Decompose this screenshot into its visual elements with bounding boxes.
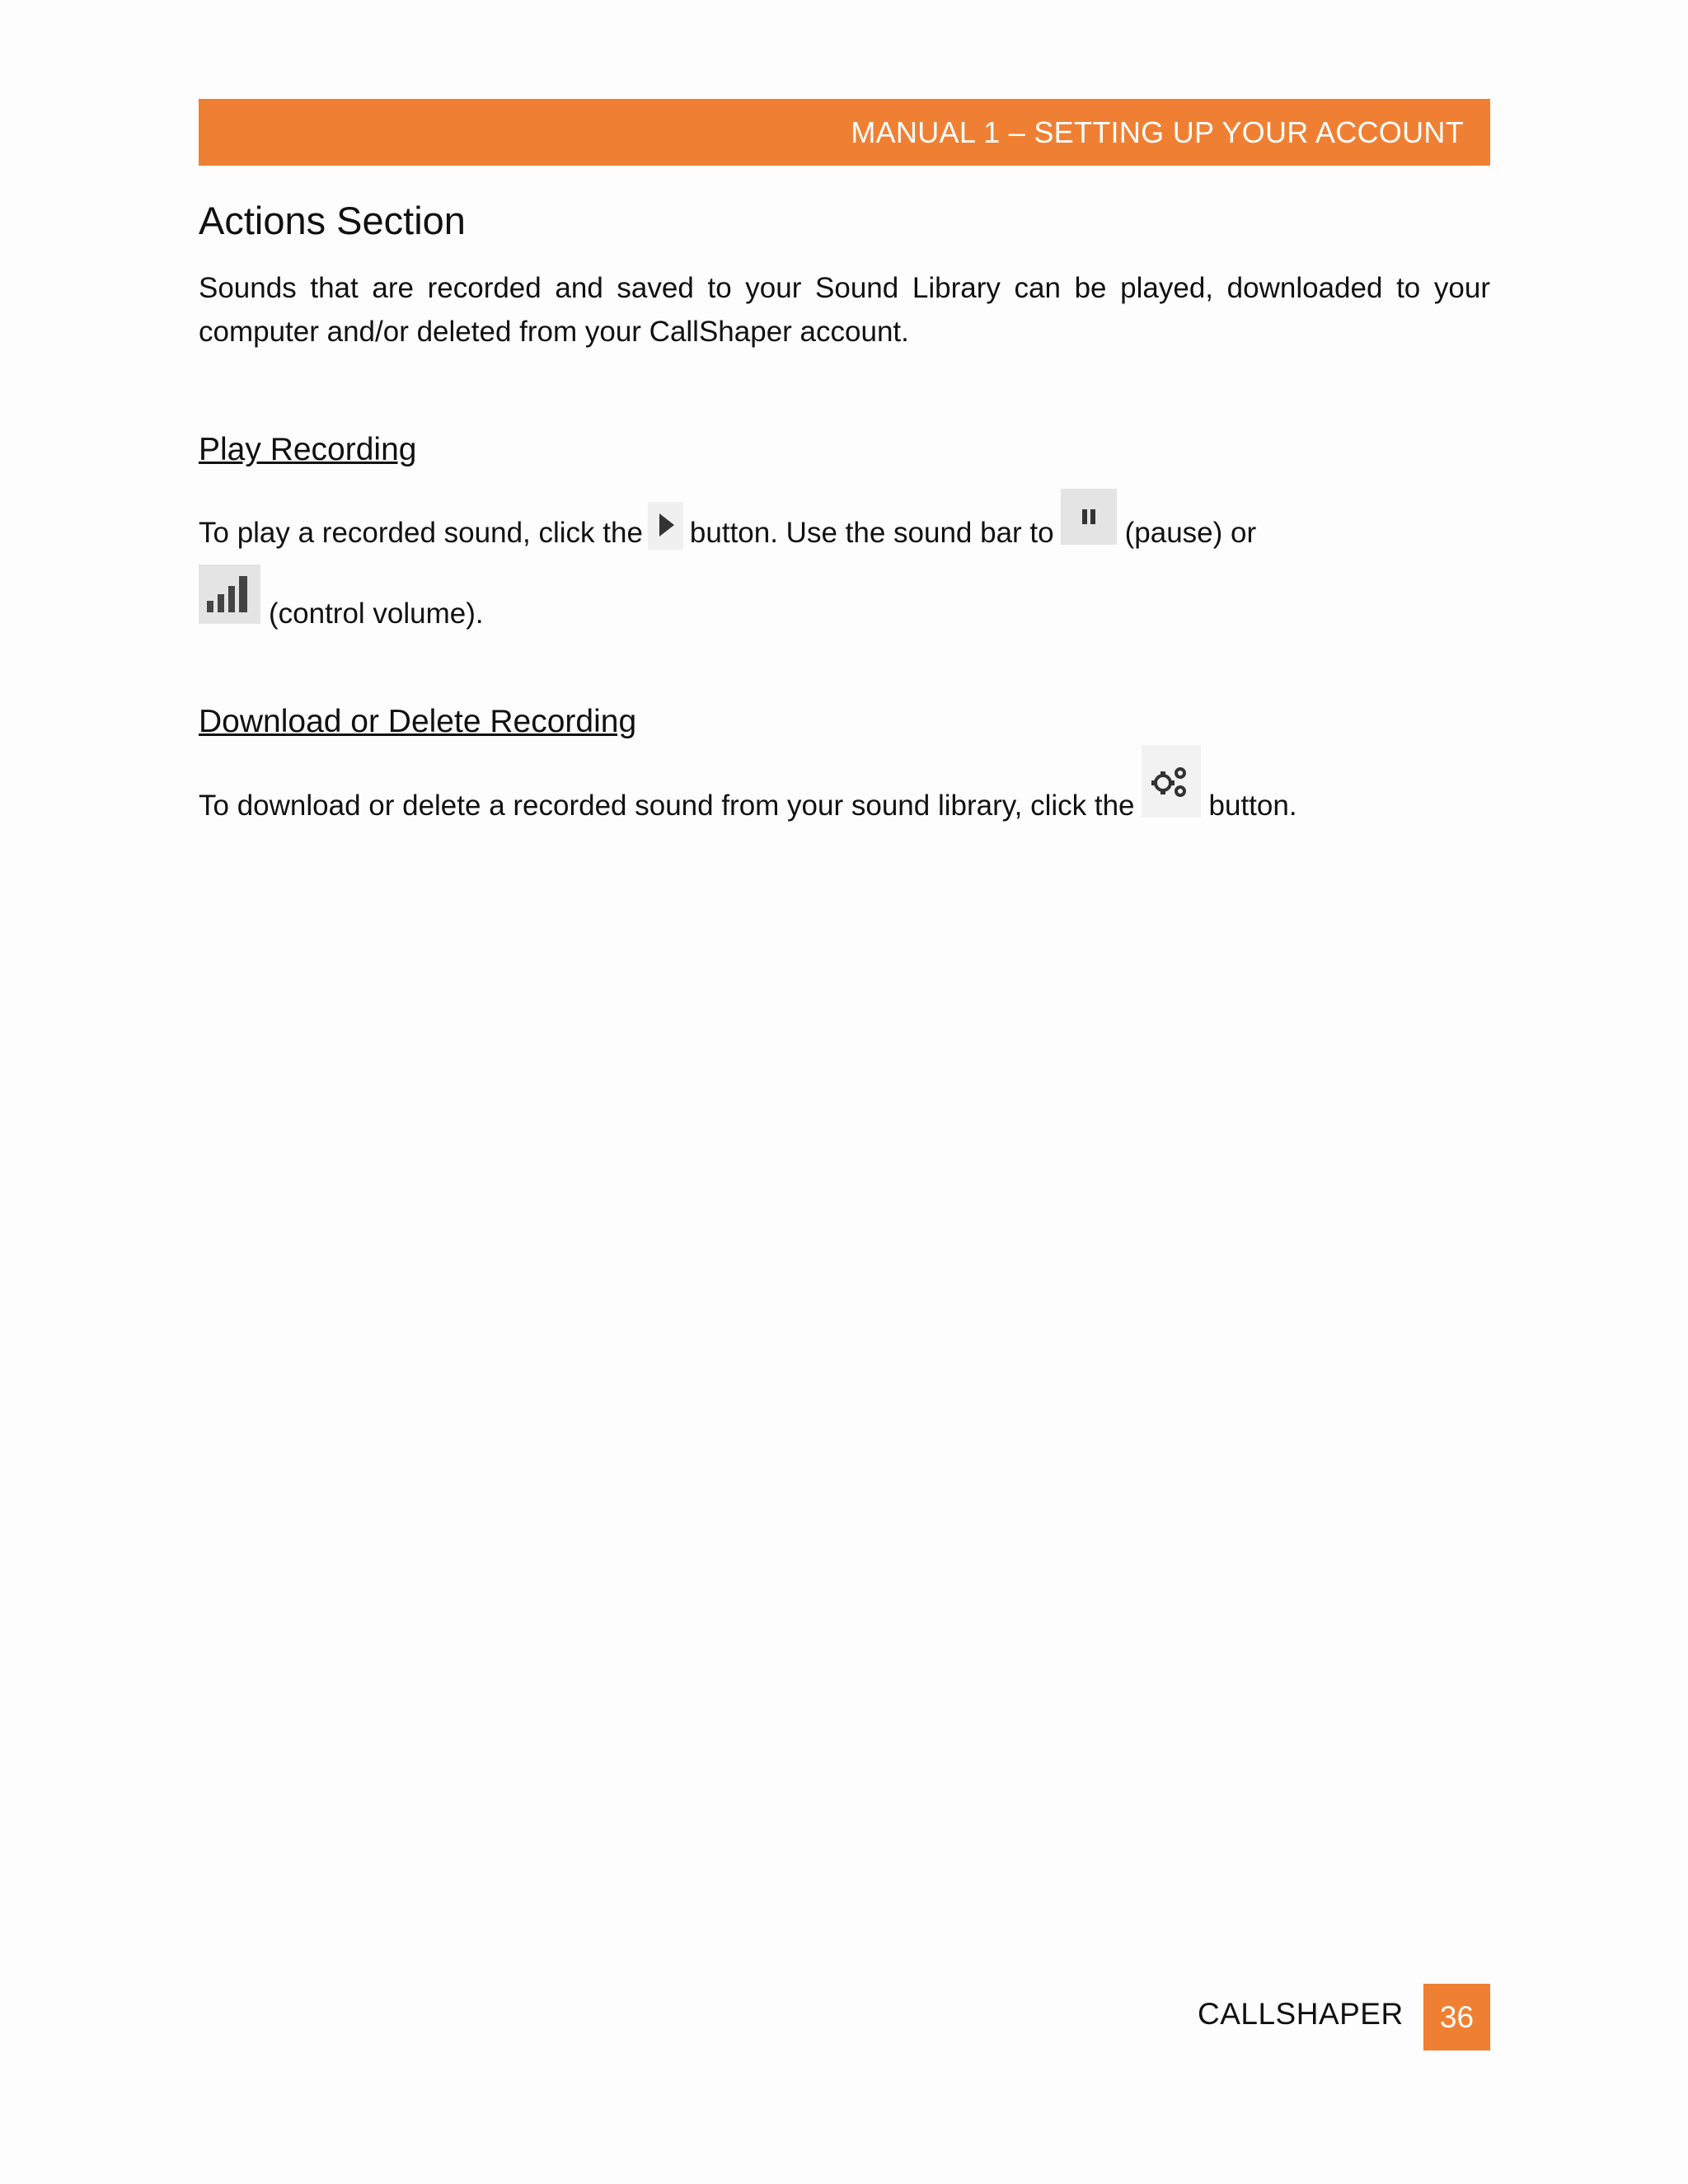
footer-brand: CALLSHAPER xyxy=(1198,1997,1404,2031)
volume-text-after: (control volume). xyxy=(269,598,484,630)
play-instructions-line1 xyxy=(199,517,1256,573)
pause-text-after: (pause) or xyxy=(1124,517,1257,549)
play-text-after: button. Use the sound bar to xyxy=(689,517,1054,549)
volume-icon xyxy=(199,565,260,624)
gear-icon xyxy=(1142,745,1201,818)
play-instructions-line2 xyxy=(199,598,484,657)
intro-paragraph: Sounds that are recorded and saved to your Sound Library can be played, downloaded to your computer and/or deleted from your CallShaper account. xyxy=(199,272,1490,348)
page-number: 36 xyxy=(1423,1984,1490,2050)
download-instructions xyxy=(199,790,1297,862)
download-text-after: button. xyxy=(1208,790,1297,822)
pause-icon xyxy=(1061,489,1117,545)
play-recording-heading: Play Recording xyxy=(199,432,417,467)
header-bar xyxy=(199,99,1490,166)
download-text-before: To download or delete a recorded sound from your sound library, click the xyxy=(199,790,1135,822)
section-title: Actions Section xyxy=(199,199,466,242)
download-delete-heading: Download or Delete Recording xyxy=(199,704,637,739)
play-icon xyxy=(648,502,683,550)
header-title: MANUAL 1 – SETTING UP YOUR ACCOUNT xyxy=(851,115,1464,149)
play-text-before: To play a recorded sound, click the xyxy=(199,517,643,549)
